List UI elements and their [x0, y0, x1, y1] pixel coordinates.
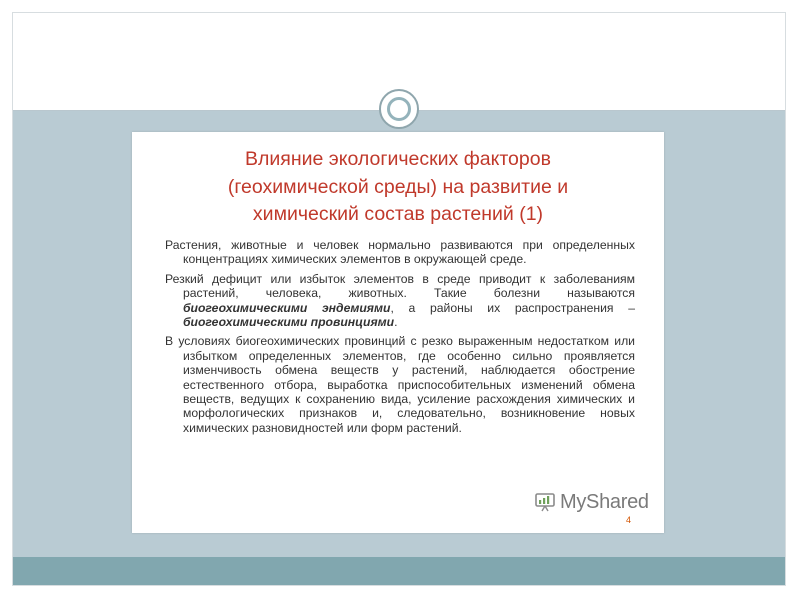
title-line: (геохимической среды) на развитие и	[227, 175, 569, 198]
term-emphasis: биогеохимическими провинциями	[183, 315, 395, 330]
logo-text: MyShared	[560, 490, 649, 513]
paragraph	[165, 238, 635, 267]
bottom-band	[13, 557, 785, 585]
paragraph	[165, 272, 635, 330]
paragraph	[165, 334, 635, 435]
myshared-logo-icon	[535, 492, 555, 512]
slide-title	[132, 146, 664, 229]
paragraph-text: .	[394, 315, 398, 330]
myshared-logo	[535, 490, 649, 514]
paragraph-text: В условиях биогеохимических провинций с резко выраженным недостатком или избытком определенных элементов, где особенно сильно проявляется изменчивость обмена веществ у растений, наблюдается обострение естественного отбора, выработка приспособительных изменений обмена веществ, ведущих к сохранению вида, усиление расхождения химических и морфологических признаков и, следовательно, возникновение новых химических разновидностей или форм растений.	[165, 334, 635, 435]
title-line: Влияние экологических факторов	[245, 148, 551, 170]
slide-body	[165, 238, 635, 440]
circle-ornament-inner	[387, 97, 411, 121]
slide	[132, 132, 664, 533]
paragraph-text: , а районы их распространения –	[390, 300, 635, 315]
circle-ornament	[379, 89, 419, 129]
title-line: химический состав растений (1)	[252, 203, 544, 225]
paragraph-text: Резкий дефицит или избыток элементов в среде приводит к заболеваниям растений, человека, животных. Такие болезни называются	[165, 271, 635, 301]
term-emphasis: биогеохимическими эндемиями	[183, 300, 391, 315]
paragraph-text: Растения, животные и человек нормально развиваются при определенных концентрациях химических элементов в окружающей среде.	[165, 238, 635, 267]
page-number: 4	[626, 515, 632, 525]
